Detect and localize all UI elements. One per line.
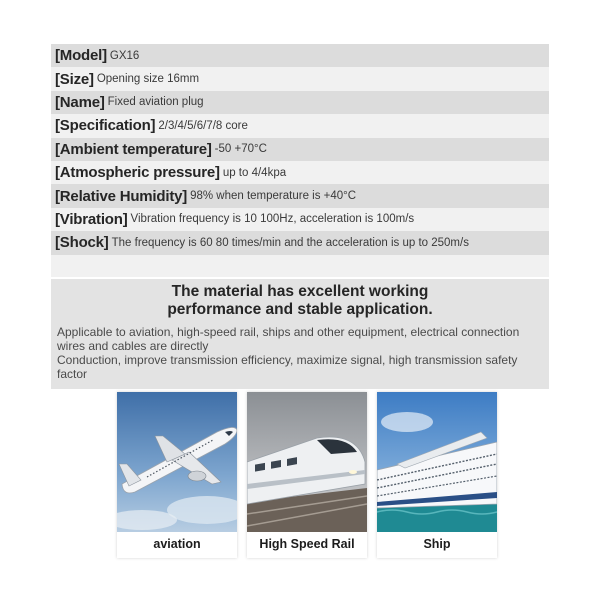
- application-caption: High Speed Rail: [259, 537, 355, 551]
- spec-value: The frequency is 60 80 times/min and the acceleration is up to 250m/s: [111, 236, 469, 249]
- spec-label: [Size]: [55, 70, 94, 88]
- spec-label: [Relative Humidity]: [55, 187, 188, 205]
- spec-value: Opening size 16mm: [96, 73, 200, 86]
- spec-row-specification: [51, 114, 549, 137]
- feature-paragraph-1: Applicable to aviation, high-speed rail, ships and other equipment, electrical connection wires and cables are directly: [57, 325, 520, 353]
- feature-heading-line2: performance and stable application.: [167, 301, 433, 318]
- feature-heading: [57, 283, 543, 319]
- spec-label: [Atmospheric pressure]: [55, 164, 220, 182]
- spec-row-relative-humidity: [51, 184, 549, 207]
- application-card-aviation: [117, 392, 237, 558]
- spec-row-atmospheric-pressure: [51, 161, 549, 184]
- application-card-high-speed-rail: [247, 392, 367, 558]
- spec-row-shock: [51, 231, 549, 254]
- spec-label: [Name]: [55, 93, 105, 111]
- spec-value: up to 4/4kpa: [222, 166, 287, 179]
- spec-label: [Model]: [55, 47, 107, 65]
- spec-label: [Vibration]: [55, 210, 128, 228]
- spec-label: [Specification]: [55, 117, 156, 135]
- application-caption: Ship: [423, 537, 451, 551]
- spec-table: [51, 44, 549, 277]
- spec-row-size: [51, 67, 549, 90]
- spec-value: 2/3/4/5/6/7/8 core: [158, 119, 248, 132]
- feature-heading-line1: The material has excellent working: [171, 283, 429, 300]
- airplane-photo-icon: [117, 392, 237, 532]
- spec-row-model: [51, 44, 549, 67]
- spec-value: Fixed aviation plug: [107, 96, 204, 109]
- spec-value: Vibration frequency is 10 100Hz, acceleration is 100m/s: [130, 213, 415, 226]
- spec-value: GX16: [109, 49, 140, 62]
- application-card-ship: [377, 392, 497, 558]
- feature-box: [51, 279, 549, 389]
- spec-row-blank: [51, 255, 549, 277]
- cruise-ship-photo-icon: [377, 392, 497, 532]
- train-photo-icon: [247, 392, 367, 532]
- feature-paragraph-2: Conduction, improve transmission efficiency, maximize signal, high transmission safety factor: [57, 353, 518, 381]
- spec-row-ambient-temperature: [51, 138, 549, 161]
- spec-row-name: [51, 91, 549, 114]
- spec-label: [Ambient temperature]: [55, 140, 212, 158]
- spec-value: 98% when temperature is +40°C: [190, 190, 357, 203]
- spec-row-vibration: [51, 208, 549, 231]
- spec-label: [Shock]: [55, 234, 109, 252]
- application-caption: aviation: [153, 537, 201, 551]
- spec-value: -50 +70°C: [214, 143, 267, 156]
